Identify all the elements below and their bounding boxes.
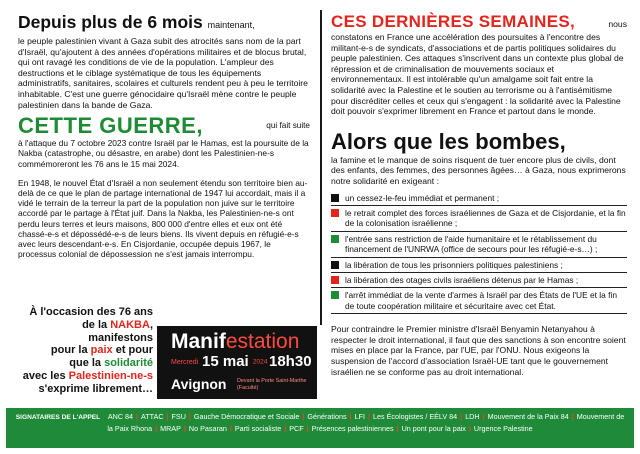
left-paragraph-3: En 1948, le nouvel État d'Israël a non seulement étendu son territoire bien au-delà de ce que le plan de partage international de 1947 lui accordait, mais il a vidé le terrain de la terreur la part de la population non juive sur le territoire accordé par le partage à l'État juif. Dans la Nakba, les Palestinien-ne-s ont perdu leurs terres et leurs maisons, 800 000 d'entre elles et eux ont été chassé-e-s et dépossédé-e-s de leurs biens. Ils vivent depuis en réfugié-e-s avec leurs descendant-e-s. En Cisjordanie, occupée depuis 1967, le processus colonial de dépossession ne s'est jamais interrompu. (18, 177, 308, 260)
signatories-list (107, 412, 624, 433)
separator: | (183, 423, 186, 433)
signatory-name: ANC 84 (107, 412, 133, 421)
signatories-footer (6, 408, 634, 448)
signatory-name: Les Écologistes / EÉLV 84 (373, 412, 458, 421)
signatory-name: Un pont pour la paix (401, 423, 466, 433)
signatory-name: MRAP (160, 423, 181, 433)
signatory-name: ATTAC (141, 412, 164, 421)
occasion-text: , (149, 318, 153, 331)
solidarite-word: solidarité (104, 357, 153, 370)
left-heading-tail: maintenant, (207, 20, 255, 30)
manif-city: Avignon (171, 376, 227, 392)
signatory-name: Présences palestiniennes (311, 423, 394, 433)
separator: | (188, 412, 191, 421)
demand-item (331, 258, 627, 273)
occasion-line-6 (18, 370, 153, 383)
manif-day: Mercredi (171, 359, 199, 366)
right-paragraph-1: constatons en France une accélération des poursuites à l'encontre des militant-e-s de syndicats, d'associations et de partis politiques solidaires du peuple palestinien. Ces attaques s'inscrivent dans un contexte plus global de répression et de criminalisation de mouvements sociaux et environnementaux. Il est intolérable qu'un amalgame soit fait entre la solidarité avec la Palestine et le soutien au terrorisme ou à l'antisémitisme pour discréditer celles et ceux qui s'engagent : la solidarité avec la Palestine doit pouvoir s'exprimer librement en France et partout dans le monde. (331, 32, 624, 117)
separator: | (482, 412, 485, 421)
square-bullet-icon (331, 276, 339, 284)
separator: | (284, 423, 287, 433)
separator: | (460, 412, 463, 421)
square-bullet-icon (331, 291, 339, 299)
manif-date-text: 15 mai (202, 353, 249, 370)
demand-item (331, 273, 627, 288)
square-bullet-icon (331, 194, 339, 202)
signatory-name: Mouvement de la Paix Rhona (107, 412, 625, 433)
separator: | (367, 412, 370, 421)
occasion-text: avec les (22, 369, 69, 382)
separator: | (302, 412, 305, 421)
demand-item (331, 191, 627, 206)
square-bullet-icon (331, 235, 339, 243)
paix-word: paix (90, 344, 113, 357)
right-paragraph-2: la famine et le manque de soins risquent de tuer encore plus de civils, dont des enfants, des femmes, des personnes âgées… à Gaza, nous exprimerons notre solidarité en exigeant : (331, 154, 626, 186)
left-heading-text: Depuis plus de 6 mois (18, 12, 203, 32)
signatory-name: LDH (465, 412, 480, 421)
occasion-text: que la (69, 357, 105, 370)
bombes-heading: Alors que les bombes, (331, 128, 566, 154)
separator: | (571, 412, 574, 421)
signatory-name: Générations (307, 412, 347, 421)
signatories-label: SIGNATAIRES DE L'APPEL (15, 414, 101, 421)
separator: | (155, 423, 158, 433)
occasion-line-4 (18, 344, 153, 357)
right-heading-row (331, 12, 627, 32)
occasion-line-2 (18, 319, 153, 332)
demand-item (331, 232, 627, 258)
manif-place: Devant la Porte Saint-Marthe (Faculté) (237, 378, 307, 391)
separator: | (306, 423, 309, 433)
demand-item (331, 288, 627, 314)
occasion-line-5 (18, 357, 153, 370)
separator: | (396, 423, 399, 433)
manif-time: 18h30 (269, 353, 312, 370)
demand-text: la libération de tous les prisonniers politiques palestiniens ; (345, 259, 563, 270)
demands-list (331, 191, 627, 315)
separator: | (166, 412, 169, 421)
guerre-heading: CETTE GUERRE, (18, 113, 203, 139)
signatory-name: PCF (289, 423, 304, 433)
right-heading: CES DERNIÈRES SEMAINES, (331, 12, 576, 31)
separator: | (229, 423, 232, 433)
demand-text: l'arrêt immédiat de la vente d'armes à Israël par des États de l'UE et la fin de toute coopération militaire et sécuritaire avec cet État. (345, 290, 617, 311)
separator: | (468, 423, 471, 433)
occasion-line-1: À l'occasion des 76 ans (29, 306, 153, 318)
signatory-name: LFI (354, 412, 365, 421)
demand-text: le retrait complet des forces israéliennes de Gaza et de Cisjordanie, et la fin de la colonisation israélienne ; (345, 207, 626, 229)
left-paragraph-1: le peuple palestinien vivant à Gaza subit des atrocités sans nom de la part d'Israël, qu'ajoutent à des années d'opérations militaires et de blocus brutal, qui ont ravagé les conditions de vie de la population. L'ampleur des destructions et le ciblage systématique de tous les équipements administratifs, sanitaires, scolaires et culturels rendent peu à peu le territoire inhabitable. C'est une guerre génocidaire qu'Israël mène contre le peuple palestinien dans la bande de Gaza. (18, 36, 308, 110)
occasion-text: et pour (112, 344, 153, 357)
manif-year: 2024 (252, 358, 268, 366)
occasion-line-3: manifestons (88, 331, 153, 344)
square-bullet-icon (331, 261, 339, 269)
signatory-name: Urgence Palestine (473, 423, 533, 433)
column-divider (320, 10, 322, 325)
demand-item (331, 206, 627, 232)
guerre-heading-row (18, 114, 310, 138)
demand-text: l'entrée sans restriction de l'aide humanitaire et le rétablissement du financement de l'UNRWA (office de secours pour les réfugié-e-s…) ; (345, 233, 598, 255)
left-paragraph-2: à l'attaque du 7 octobre 2023 contre Israël par le Hamas, est la poursuite de la Nakba (catastrophe, ou désastre, en arabe) dont les Palestinien-ne-s commémoreront les 76 ans le 15 mai 2024. (18, 138, 309, 169)
guerre-heading-tail: qui fait suite (266, 121, 310, 131)
manifestation-title (171, 330, 299, 354)
separator: | (136, 412, 139, 421)
demand-text: un cessez-le-feu immédiat et permanent ; (345, 192, 500, 203)
manif-date (202, 353, 267, 370)
square-bullet-icon (331, 209, 339, 217)
right-paragraph-3: Pour contraindre le Premier ministre d'Israël Benyamin Netanyahou à respecter le droit international, il faut que des sanctions à son encontre soient mises en place par la France, par l'UE, par l'ONU. Nous exigeons la suspension de l'accord d'association Israël-UE tant que le gouvernement israélien ne se conforme pas au droit international. (331, 324, 626, 377)
right-column (331, 12, 627, 377)
left-column (18, 12, 310, 259)
manifestation-box (157, 326, 317, 399)
signatory-name: No Pasaran (188, 423, 227, 433)
right-heading-tail: nous (608, 19, 627, 29)
manif-title-accent: estation (225, 330, 300, 353)
signatory-name: FSU (171, 412, 186, 421)
signatory-name: Mouvement de la Paix 84 (487, 412, 569, 421)
occasion-line-7: s'exprime librement… (38, 382, 153, 395)
signatory-name: Gauche Démocratique et Sociale (193, 412, 300, 421)
demand-text: la libération des otages civils israéliens détenus par le Hamas ; (345, 274, 579, 285)
separator: | (349, 412, 352, 421)
signatory-name: Parti socialiste (234, 423, 282, 433)
manif-title-main: Manif (171, 330, 226, 353)
occasion-text: pour la (50, 344, 91, 357)
left-heading (18, 12, 310, 35)
palestiniens-word: Palestinien-ne-s (68, 369, 153, 382)
occasion-call (18, 306, 153, 396)
nakba-word: NAKBA (110, 318, 150, 331)
occasion-text: de la (82, 318, 111, 331)
